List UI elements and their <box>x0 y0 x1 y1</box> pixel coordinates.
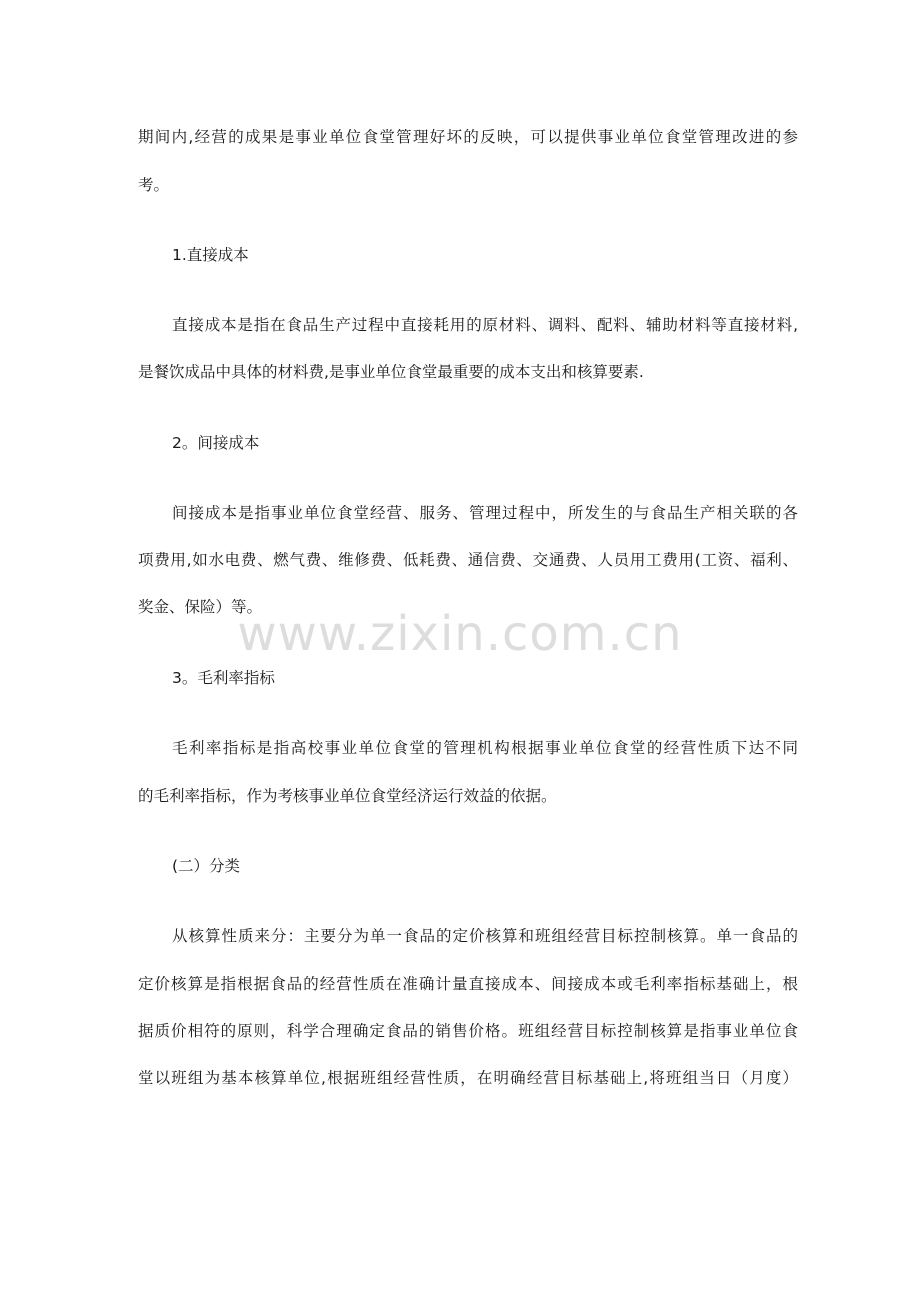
paragraph-1-line-1: 期间内,经营的成果是事业单位食堂管理好坏的反映，可以提供事业单位食堂管理改进的参 <box>138 128 798 146</box>
paragraph-4-line-1: 毛利率指标是指高校事业单位食堂的管理机构根据事业单位食堂的经营性质下达不同 <box>172 739 798 757</box>
watermark: www.zixin.com.cn <box>237 606 683 662</box>
paragraph-5-line-3: 据质价相符的原则，科学合理确定食品的销售价格。班组经营目标控制核算是指事业单位食 <box>138 1022 798 1040</box>
paragraph-2-line-2: 是餐饮成品中具体的材料费,是事业单位食堂最重要的成本支出和核算要素. <box>138 363 644 381</box>
heading-direct-cost: 1.直接成本 <box>172 246 249 264</box>
heading-gross-margin: 3。毛利率指标 <box>172 669 275 687</box>
paragraph-5-line-2: 定价核算是指根据食品的经营性质在准确计量直接成本、间接成本或毛利率指标基础上，根 <box>138 975 798 993</box>
paragraph-4-line-2: 的毛利率指标，作为考核事业单位食堂经济运行效益的依据。 <box>138 787 557 805</box>
paragraph-5-line-1: 从核算性质来分：主要分为单一食品的定价核算和班组经营目标控制核算。单一食品的 <box>172 927 798 945</box>
paragraph-3-line-1: 间接成本是指事业单位食堂经营、服务、管理过程中，所发生的与食品生产相关联的各 <box>172 504 798 522</box>
paragraph-3-line-2: 项费用,如水电费、燃气费、维修费、低耗费、通信费、交通费、人员用工费用(工资、福利、 <box>138 551 798 569</box>
paragraph-3-line-3: 奖金、保险）等。 <box>138 598 263 616</box>
heading-classification: (二）分类 <box>172 857 241 875</box>
paragraph-1-line-2: 考。 <box>138 176 170 194</box>
heading-indirect-cost: 2。间接成本 <box>172 434 260 452</box>
paragraph-2-line-1: 直接成本是指在食品生产过程中直接耗用的原材料、调料、配料、辅助材料等直接材料, <box>172 316 798 334</box>
paragraph-5-line-4: 堂以班组为基本核算单位,根据班组经营性质，在明确经营目标基础上,将班组当日（月度） <box>138 1069 798 1087</box>
